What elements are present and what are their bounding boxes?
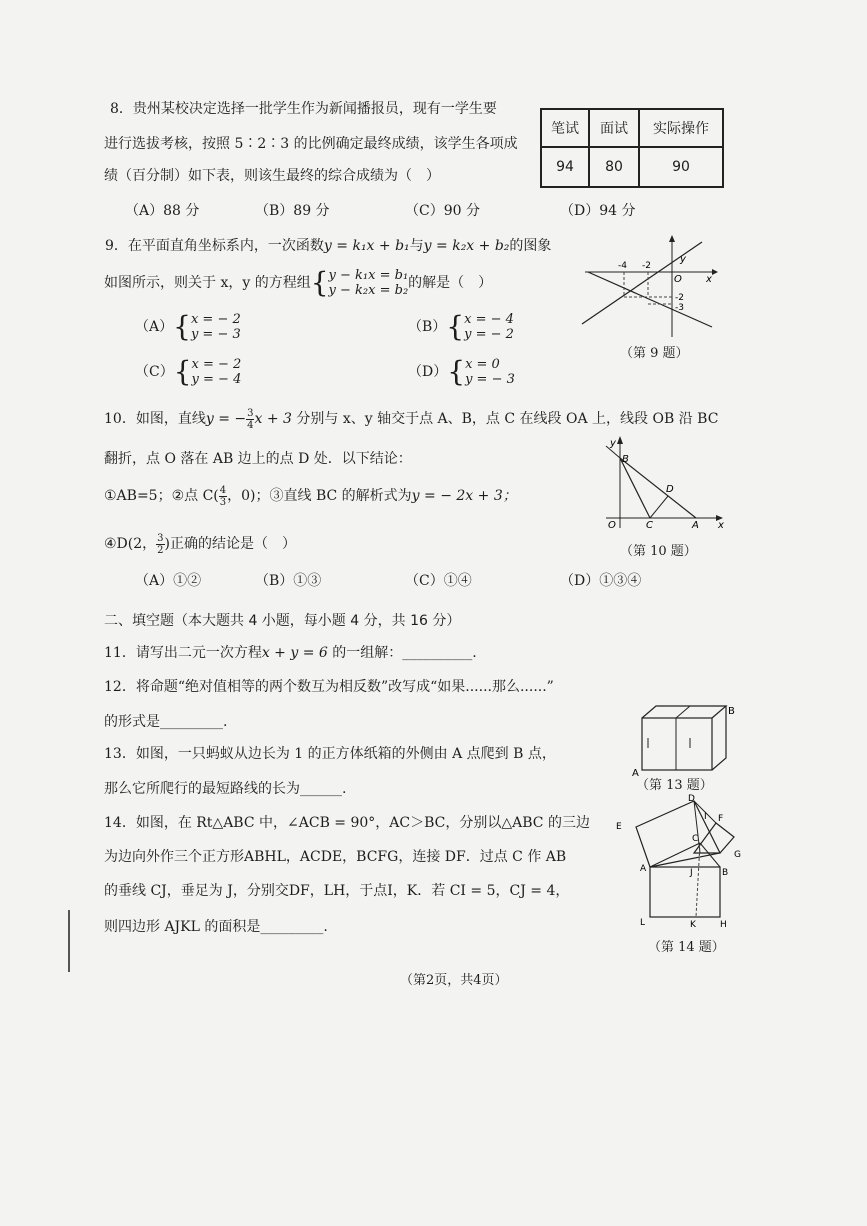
q10-d1: ④D(2， (104, 536, 157, 552)
q9-option-c-row2: y = − 4 (191, 372, 242, 387)
q14-label-i: I (704, 812, 707, 822)
q9-option-b-system (464, 312, 514, 342)
q9-option-b-row2: y = − 2 (464, 327, 514, 342)
q14-label-k: K (690, 920, 696, 930)
q9-line2 (104, 268, 492, 298)
q14-line2: 为边向外作三个正方形ABHL，ACDE，BCFG，连接 DF．过点 C 作 AB (104, 849, 567, 865)
q9-option-b[interactable] (408, 312, 514, 342)
q9-system-brace: { (310, 266, 329, 299)
q9-option-d-row2: y = − 3 (465, 372, 515, 387)
score-header-practice: 实际操作 (639, 109, 723, 147)
score-header-interview: 面试 (589, 109, 639, 147)
q10-line-bc (620, 458, 650, 518)
score-value-practice: 90 (639, 147, 723, 187)
q9-option-c-label: （C） (135, 364, 174, 380)
q10-graph-y-label: y (610, 438, 616, 449)
q8-option-c[interactable]: （C）90 分 (405, 203, 480, 219)
q9-option-d-row1: x = 0 (465, 357, 500, 372)
q9-option-b-label: （B） (408, 319, 447, 335)
q12-line2: 的形式是_________. (104, 714, 228, 730)
q10-d-numerator: 3 (157, 532, 164, 544)
q9-option-a-label: （A） (135, 319, 174, 335)
q10-conclusion-4 (104, 530, 296, 558)
q9-option-a-brace: { (173, 310, 191, 343)
q14-label-f: F (718, 814, 724, 824)
q10-eq-denominator: 4 (247, 419, 254, 431)
q11-b: 的一组解：__________. (327, 645, 477, 661)
q10-y-arrow (617, 436, 623, 444)
q8-option-a[interactable]: （A）88 分 (125, 203, 200, 219)
q10-eq-numerator: 3 (247, 407, 254, 419)
q10-line1 (104, 405, 718, 433)
q11-a: 11．请写出二元一次方程 (104, 645, 262, 661)
q8-option-b[interactable]: （B）89 分 (255, 203, 330, 219)
q10-d-denominator: 2 (157, 544, 164, 556)
q13-line2: 那么它所爬行的最短路线的长为______. (104, 781, 347, 797)
q9-option-a[interactable] (135, 312, 241, 342)
q10-c-fraction (219, 485, 227, 508)
section2-title: 二、填空题（本大题共 4 小题，每小题 4 分，共 16 分） (104, 613, 461, 629)
q14-label-l: L (640, 918, 646, 928)
q13-cube (628, 700, 738, 778)
page-footer: （第2页，共4页） (400, 973, 508, 988)
q9-option-a-system (191, 312, 241, 342)
score-value-written: 94 (541, 147, 589, 187)
q14-label-a: A (640, 864, 647, 874)
q14-label-b: B (722, 868, 729, 878)
q12-line1: 12．将命题“绝对值相等的两个数互为相反数”改写成“如果......那么......” (104, 679, 554, 695)
q9-system (329, 268, 409, 298)
q14-label-e: E (616, 822, 622, 832)
q13-line1: 13．如图，一只蚂蚁从边长为 1 的正方体纸箱的外侧由 A 点爬到 B 点， (104, 746, 556, 762)
q11-line (104, 644, 477, 662)
q10-graph-a: A (692, 520, 699, 531)
q9-option-d-system (465, 357, 515, 387)
q10-d-fraction (156, 533, 164, 556)
q14-figure (612, 793, 747, 933)
q9-option-a-row1: x = − 2 (190, 312, 241, 327)
q9-option-d[interactable] (408, 357, 515, 387)
q14-line3: 的垂线 CJ，垂足为 J，分别交DF，LH，于点I，K．若 CI = 5，CJ = 4， (104, 883, 570, 899)
q10-c-numerator: 4 (219, 484, 227, 496)
q9-graph-origin: O (674, 274, 682, 285)
q10-eq-pre: y = − (205, 411, 247, 427)
q9-graph-x-label: x (706, 274, 712, 285)
q9-line-2 (588, 272, 712, 327)
q10-c3: y = − 2x + 3； (411, 488, 517, 504)
q10-c2: ，0)；③直线 BC 的解析式为 (227, 488, 412, 504)
q8-line3: 绩（百分制）如下表，则该生最终的综合成绩为（ ） (104, 168, 440, 184)
score-value-interview: 80 (589, 147, 639, 187)
q10-option-b[interactable]: （B）①③ (255, 573, 322, 589)
q9-y-arrow (669, 235, 675, 242)
q14-line1: 14．如图，在 Rt△ABC 中，∠ACB = 90°，AC＞BC，分别以△ABC 的三边 (104, 815, 590, 831)
q9-graph-tick-n2: -2 (675, 293, 684, 303)
q13-cube-top (642, 706, 726, 718)
q9-f1: y = k₁x + b₁ (323, 238, 410, 254)
q10-conclusions (104, 482, 517, 510)
q14-line-ac (650, 843, 700, 867)
q9-option-b-brace: { (446, 310, 465, 343)
q9-system-row1: y − k₁x = b₁ (328, 268, 409, 283)
q11-eq: x + y = 6 (261, 645, 328, 661)
q9-option-b-row1: x = − 4 (464, 312, 514, 327)
q9-line2-b: 的解是（ ） (408, 275, 493, 291)
q9-graph-tick-n3: -3 (675, 303, 684, 313)
q9-graph-tick-m4: -4 (618, 261, 627, 271)
q10-graph-c: C (646, 520, 653, 531)
q10-c1: ①AB=5；②点 C( (104, 488, 219, 504)
q10-graph-x-label: x (718, 520, 724, 531)
q9-option-c[interactable] (135, 357, 241, 387)
q9-f2: y = k₂x + b₂ (423, 238, 510, 254)
q9-option-c-system (192, 357, 242, 387)
q14-label-g: G (734, 850, 741, 860)
q9-option-d-brace: { (447, 355, 466, 388)
q10-graph-origin: O (608, 520, 616, 531)
q10-caption: （第 10 题） (620, 544, 697, 559)
score-table (540, 108, 724, 188)
q9-graph-tick-m2: -2 (642, 261, 651, 271)
q14-line4: 则四边形 AJKL 的面积是_________. (104, 919, 328, 935)
q9-option-c-row1: x = − 2 (191, 357, 242, 372)
q13-cube-mid-top (676, 706, 690, 718)
q10-line1-a: 10．如图，直线 (104, 411, 206, 427)
q13-label-a: A (632, 768, 639, 778)
q10-option-c[interactable]: （C）①④ (405, 573, 472, 589)
q14-label-c: C (692, 834, 699, 844)
q9-system-row2: y − k₂x = b₂ (328, 283, 409, 298)
q10-line1-b: 分别与 x、y 轴交于点 A、B，点 C 在线段 OA 上，线段 OB 沿 BC (291, 411, 719, 427)
q13-cube-front (642, 718, 712, 770)
q14-label-j: J (690, 868, 693, 878)
q8-option-d[interactable]: （D）94 分 (560, 203, 636, 219)
margin-line (68, 910, 70, 972)
q14-square-abhl (650, 867, 720, 917)
q10-graph-b: B (622, 454, 629, 465)
q14-label-d: D (688, 794, 695, 804)
q9-option-d-label: （D） (408, 364, 448, 380)
q10-c-denominator: 3 (219, 496, 227, 508)
q9-option-c-brace: { (173, 355, 192, 388)
q14-caption: （第 14 题） (648, 940, 725, 955)
q13-label-b: B (728, 706, 735, 717)
q14-label-h: H (720, 920, 727, 930)
q10-eq-post: x + 3 (254, 411, 292, 427)
q9-line1-b: 与 (409, 238, 424, 254)
q10-line-cd (650, 496, 668, 518)
q10-d2: )正确的结论是（ ） (164, 536, 296, 552)
q8-line1: 8．贵州某校决定选择一批学生作为新闻播报员，现有一学生要 (110, 101, 497, 117)
q13-caption: （第 13 题） (636, 778, 713, 793)
q9-line2-a: 如图所示，则关于 x，y 的方程组 (104, 275, 311, 291)
q9-graph-y-label: y (680, 254, 686, 265)
q8-line2: 进行选拔考核，按照 5∶2∶3 的比例确定最终成绩，该学生各项成 (104, 136, 518, 152)
q10-option-a[interactable]: （A）①② (135, 573, 202, 589)
q9-caption: （第 9 题） (620, 346, 689, 361)
q14-line-cjk (696, 843, 700, 917)
q10-graph (596, 432, 728, 532)
q9-line1-a: 9．在平面直角坐标系内，一次函数 (105, 238, 324, 254)
q9-option-a-row2: y = − 3 (190, 327, 241, 342)
q10-option-d[interactable]: （D）①③④ (560, 573, 642, 589)
q9-graph (580, 232, 720, 342)
score-header-written: 笔试 (541, 109, 589, 147)
q9-x-arrow (712, 269, 718, 275)
q10-graph-d: D (666, 484, 674, 495)
q10-line2: 翻折，点 O 落在 AB 边上的点 D 处．以下结论： (104, 451, 412, 467)
q9-line1 (105, 237, 551, 255)
q9-line1-c: 的图象 (509, 238, 552, 254)
